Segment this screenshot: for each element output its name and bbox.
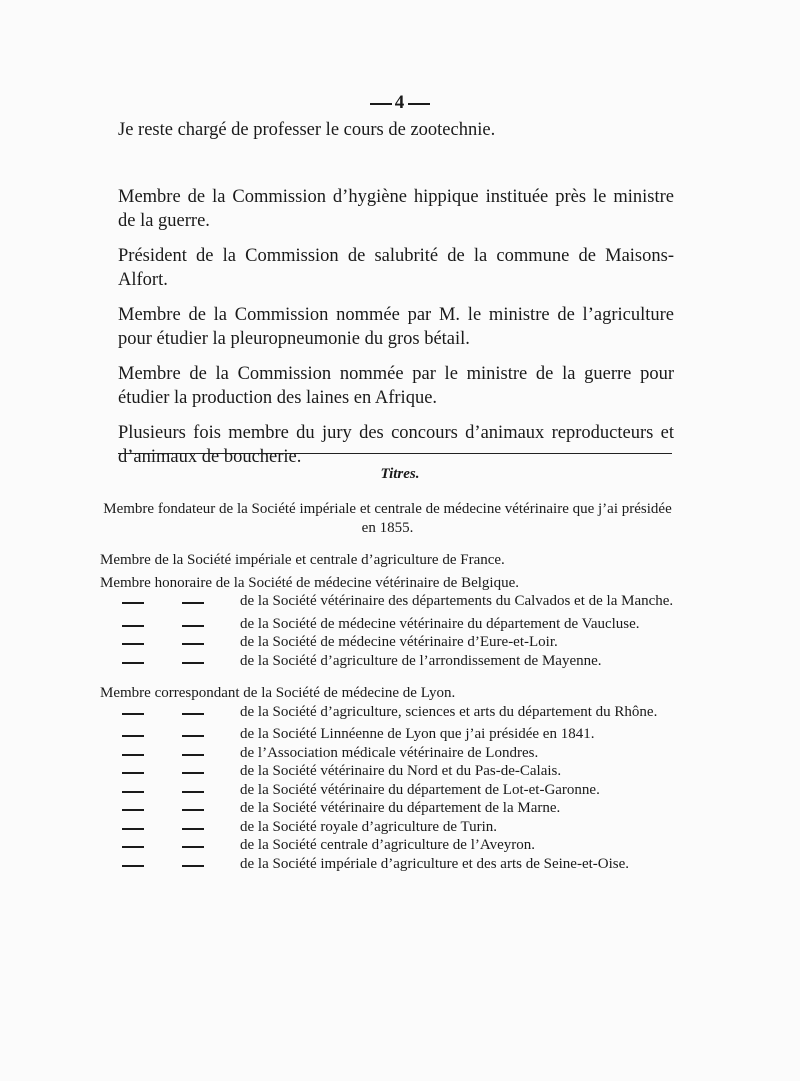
ditto-marks	[100, 744, 240, 762]
ditto-marks	[100, 633, 240, 651]
ditto-marks	[100, 762, 240, 780]
correspondant-item-turin: de la Société royale d’agriculture de Turin.	[240, 818, 498, 835]
title-fondateur: Membre fondateur de la Société impériale et centrale de médecine vétérinaire que j’ai présidée en 1855.	[103, 501, 672, 536]
correspondant-item-seine-et-oise: de la Société impériale d’agriculture et des arts de Seine-et-Oise.	[240, 855, 630, 872]
list-item	[100, 781, 675, 800]
ditto-marks	[100, 703, 240, 721]
paragraph-laines-afrique: Membre de la Commission nommée par le ministre de la guerre pour étudier la production des laines en Afrique.	[118, 363, 674, 408]
titles-list	[100, 500, 675, 873]
page-number-dash-right	[408, 103, 430, 105]
list-item	[100, 818, 675, 837]
paragraph-salubrite: Président de la Commission de salubrité de la commune de Maisons-Alfort.	[118, 245, 674, 290]
list-item	[100, 799, 675, 818]
section-heading: Titres.	[380, 466, 420, 482]
honoraire-item-vaucluse: de la Société de médecine vétérinaire du département de Vaucluse.	[240, 615, 640, 632]
list-item	[100, 762, 675, 781]
list-item	[100, 652, 675, 671]
list-item	[100, 836, 675, 855]
correspondant-item-aveyron: de la Société centrale d’agriculture de l’Aveyron.	[240, 837, 535, 853]
ditto-marks	[100, 781, 240, 799]
list-item	[100, 615, 675, 634]
ditto-marks	[100, 592, 240, 610]
correspondant-item-linneenne: de la Société Linnéenne de Lyon que j’ai présidée en 1841.	[240, 726, 595, 742]
list-item	[100, 703, 675, 722]
list-item	[100, 592, 675, 611]
honoraire-item-mayenne: de la Société d’agriculture de l’arrondissement de Mayenne.	[240, 652, 602, 669]
list-item	[100, 744, 675, 763]
ditto-marks	[100, 725, 240, 743]
title-honoraire-lead: Membre honoraire de la Société de médecine vétérinaire de Belgique.	[100, 574, 519, 591]
correspondant-item-londres: de l’Association médicale vétérinaire de Londres.	[240, 744, 539, 761]
title-agriculture-france: Membre de la Société impériale et centrale d’agriculture de France.	[100, 552, 505, 568]
list-item	[100, 725, 675, 744]
section-divider	[118, 453, 672, 454]
paragraph-zootechnie: Je reste chargé de professer le cours de zootechnie.	[118, 120, 496, 140]
honoraire-item-calvados: de la Société vétérinaire des départements du Calvados et de la Manche.	[240, 593, 674, 609]
ditto-marks	[100, 836, 240, 854]
ditto-marks	[100, 799, 240, 817]
paragraph-jury-concours: Plusieurs fois membre du jury des concours d’animaux reproducteurs et d’animaux de boucherie.	[118, 422, 674, 467]
correspondant-item-rhone: de la Société d’agriculture, sciences et arts du département du Rhône.	[240, 703, 658, 720]
correspondant-item-marne: de la Société vétérinaire du département de la Marne.	[240, 800, 561, 816]
ditto-marks	[100, 818, 240, 836]
correspondant-item-nord: de la Société vétérinaire du Nord et du Pas-de-Calais.	[240, 763, 562, 779]
page-number-dash-left	[370, 103, 392, 105]
paragraph-hygiene-hippique: Membre de la Commission d’hygiène hippique instituée près le ministre de la guerre.	[118, 186, 674, 231]
honoraire-item-eure-et-loir: de la Société de médecine vétérinaire d’Eure-et-Loir.	[240, 634, 558, 650]
ditto-marks	[100, 615, 240, 633]
list-item	[100, 633, 675, 652]
ditto-marks	[100, 652, 240, 670]
page-number: 4	[0, 92, 800, 114]
paragraph-pleuropneumonie: Membre de la Commission nommée par M. le ministre de l’agriculture pour étudier la pleuropneumonie du gros bétail.	[118, 304, 674, 349]
correspondant-item-lot-et-garonne: de la Société vétérinaire du département de Lot-et-Garonne.	[240, 781, 600, 798]
top-paragraphs	[118, 118, 674, 470]
ditto-marks	[100, 855, 240, 873]
list-item	[100, 855, 675, 874]
title-correspondant-lead: Membre correspondant de la Société de médecine de Lyon.	[100, 685, 456, 701]
